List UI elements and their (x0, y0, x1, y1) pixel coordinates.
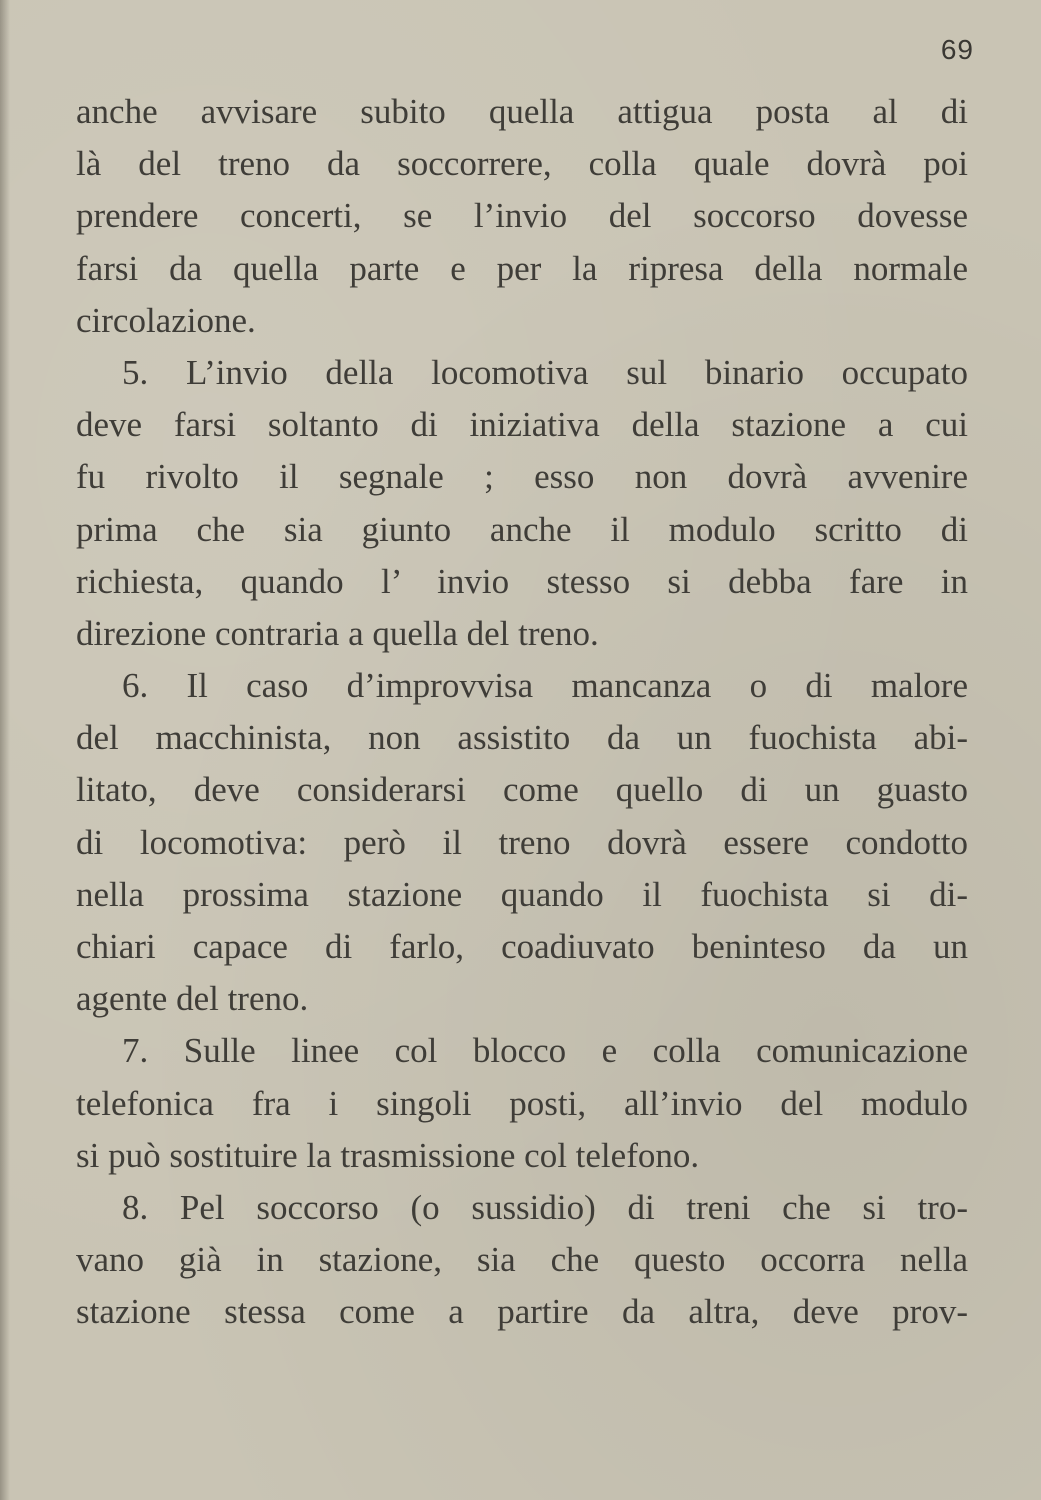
text-line: fu rivolto il segnale ; esso non dovrà avvenire (76, 457, 968, 497)
page-number: 69 (940, 34, 974, 65)
text-line: farsi da quella parte e per la ripresa della normale (76, 248, 968, 288)
text-line: stazione stessa come a partire da altra, deve prov- (76, 1292, 968, 1332)
text-line: richiesta, quando l’ invio stesso si debba fare in (76, 561, 968, 601)
text-line: chiari capace di farlo, coadiuvato beninteso da un (76, 927, 968, 966)
text-line: di locomotiva: però il treno dovrà essere condotto (76, 822, 968, 862)
body-text (76, 86, 968, 1339)
text-line: direzione contraria a quella del treno. (76, 613, 599, 653)
text-line: telefonica fra i singoli posti, all’invio del modulo (76, 1083, 968, 1123)
text-line: prendere concerti, se l’invio del soccorso dovesse (76, 196, 968, 236)
text-line: si può sostituire la trasmissione col telefono. (76, 1135, 700, 1175)
text-line: 7. Sulle linee col blocco e colla comunicazione (122, 1031, 968, 1071)
text-line: nella prossima stazione quando il fuochista si di- (76, 874, 968, 914)
text-line: 5. L’invio della locomotiva sul binario occupato (122, 352, 968, 392)
text-line: litato, deve considerarsi come quello di un guasto (76, 770, 968, 810)
text-line: anche avvisare subito quella attigua posta al di (76, 92, 968, 131)
text-line: agente del treno. (76, 979, 309, 1019)
page-spine-shadow (0, 0, 10, 1500)
text-line: del macchinista, non assistito da un fuochista abi- (76, 718, 968, 758)
text-line: 8. Pel soccorso (o sussidio) di treni che si tro- (122, 1187, 968, 1227)
text-line: 6. Il caso d’improvvisa mancanza o di malore (122, 666, 968, 706)
text-line: là del treno da soccorrere, colla quale dovrà poi (76, 144, 968, 184)
text-line: circolazione. (76, 300, 256, 340)
text-line: vano già in stazione, sia che questo occorra nella (76, 1240, 968, 1280)
text-line: deve farsi soltanto di iniziativa della stazione a cui (76, 405, 968, 445)
text-line: prima che sia giunto anche il modulo scritto di (76, 509, 968, 549)
